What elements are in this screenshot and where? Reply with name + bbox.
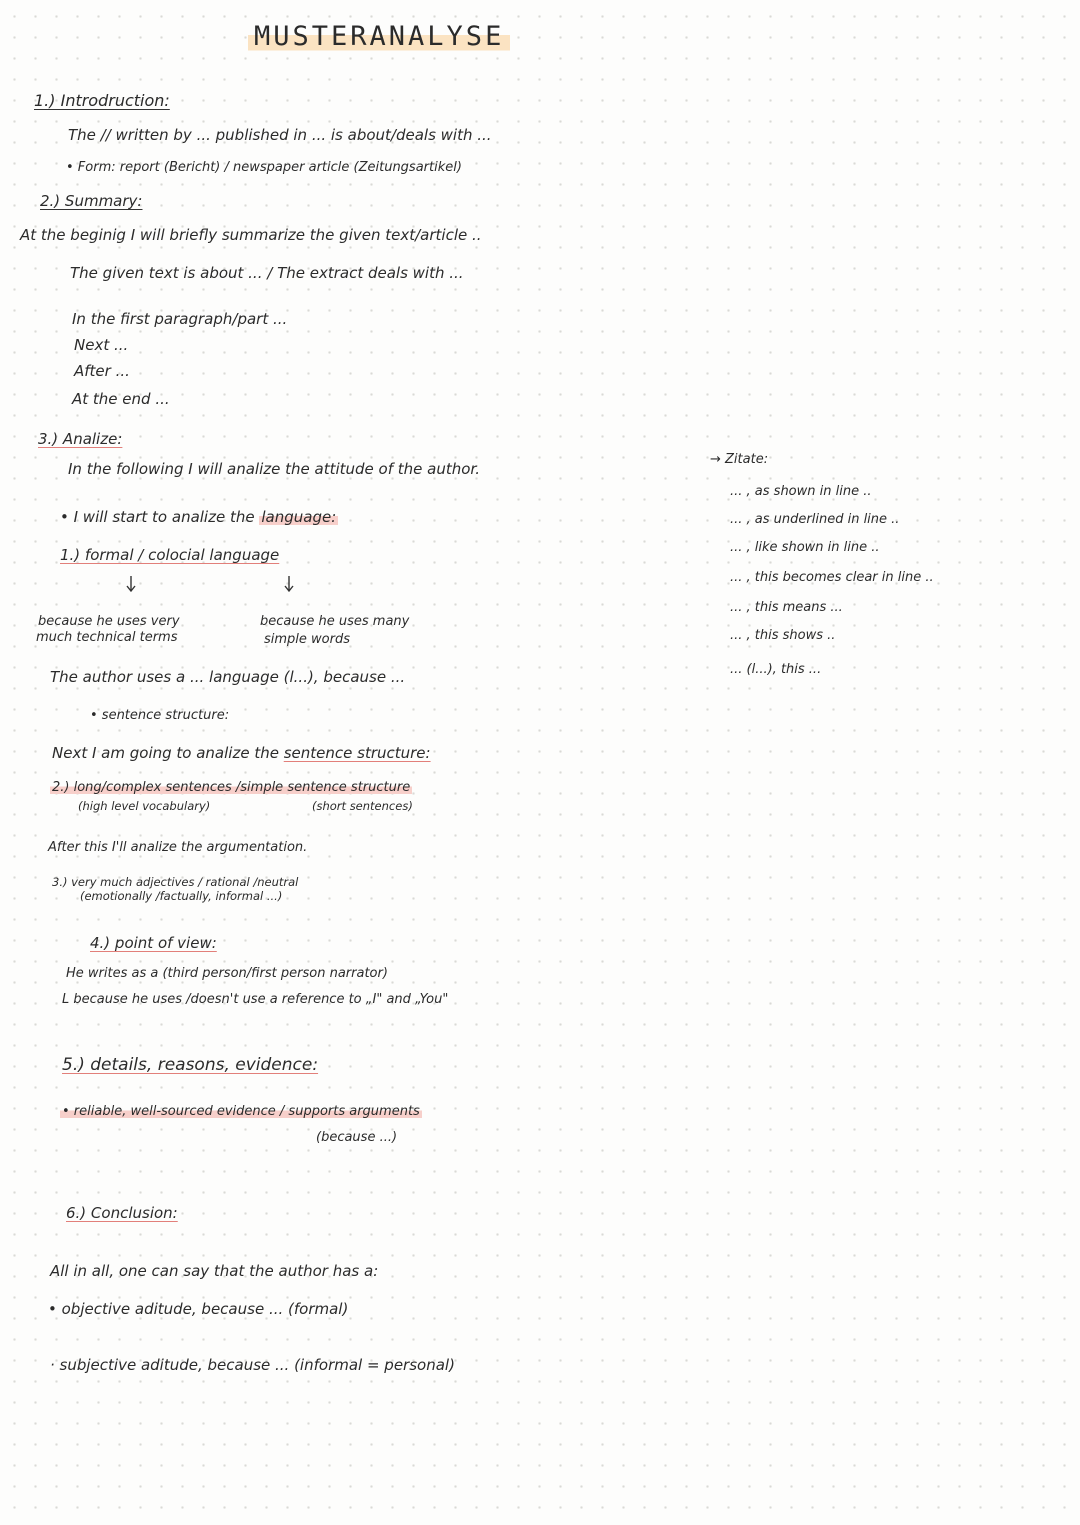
colloquial-reason-2: simple words bbox=[264, 632, 350, 647]
argument-line-1: 3.) very much adjectives / rational /neutral bbox=[52, 875, 299, 889]
introduction-heading: 1.) Introdruction: bbox=[34, 91, 170, 110]
summary-line-3: In the first paragraph/part ... bbox=[72, 310, 288, 328]
sentence-note-right: (short sentences) bbox=[312, 799, 413, 813]
formal-reason-2: much technical terms bbox=[36, 630, 178, 645]
pov-heading: 4.) point of view: bbox=[90, 934, 217, 952]
summary-line-2: The given text is about ... / The extract deals with ... bbox=[70, 264, 464, 282]
argument-intro: After this I'll analize the argumentation. bbox=[48, 840, 308, 855]
analize-heading: 3.) Analize: bbox=[38, 430, 123, 448]
introduction-line-2: • Form: report (Bericht) / newspaper article (Zeitungsartikel) bbox=[66, 160, 462, 175]
summary-line-6: At the end ... bbox=[72, 390, 170, 408]
conclusion-line-1: All in all, one can say that the author has a: bbox=[50, 1262, 379, 1280]
zitate-item: ... , as underlined in line .. bbox=[730, 512, 900, 527]
page-title: MUSTERANALYSE bbox=[248, 22, 510, 52]
summary-heading: 2.) Summary: bbox=[40, 192, 143, 210]
zitate-item: ... , this means ... bbox=[730, 600, 843, 615]
conclusion-heading: 6.) Conclusion: bbox=[66, 1204, 178, 1222]
pov-line-1: He writes as a (third person/first person narrator) bbox=[66, 966, 388, 981]
conclusion-line-3: · subjective aditude, because ... (informal = personal) bbox=[50, 1356, 455, 1374]
language-bullet: • I will start to analize the language: bbox=[60, 508, 337, 526]
zitate-item: ... , as shown in line .. bbox=[730, 484, 872, 499]
sentence-options: 2.) long/complex sentences /simple sentence structure bbox=[52, 780, 411, 795]
zitate-item: ... , this shows .. bbox=[730, 628, 836, 643]
arrow-down-icon bbox=[126, 576, 136, 592]
colloquial-reason-1: because he uses many bbox=[260, 614, 410, 629]
sentence-bullet: • sentence structure: bbox=[90, 708, 230, 723]
sentence-note-left: (high level vocabulary) bbox=[78, 799, 211, 813]
zitate-item: ... , like shown in line .. bbox=[730, 540, 880, 555]
formal-reason-1: because he uses very bbox=[38, 614, 180, 629]
summary-line-5: After ... bbox=[74, 362, 130, 380]
introduction-line-1: The // written by ... published in ... is about/deals with ... bbox=[68, 126, 492, 144]
details-line-2: (because ...) bbox=[316, 1130, 398, 1145]
details-line-1: • reliable, well-sourced evidence / supports arguments bbox=[62, 1104, 420, 1119]
argument-line-2: (emotionally /factually, informal ...) bbox=[80, 889, 283, 903]
language-heading: 1.) formal / colocial language bbox=[60, 546, 280, 564]
language-line: The author uses a ... language (l...), because ... bbox=[50, 668, 406, 686]
zitate-item: ... (l...), this ... bbox=[730, 662, 822, 677]
pov-line-2: L because he uses /doesn't use a reference to „I" and „You" bbox=[62, 992, 449, 1007]
arrow-down-icon bbox=[284, 576, 294, 592]
details-heading: 5.) details, reasons, evidence: bbox=[62, 1055, 319, 1075]
analize-intro: In the following I will analize the attitude of the author. bbox=[68, 460, 480, 478]
summary-line-4: Next ... bbox=[74, 336, 129, 354]
summary-line-1: At the beginig I will briefly summarize the given text/article .. bbox=[20, 226, 482, 244]
zitate-heading: → Zitate: bbox=[710, 452, 769, 467]
zitate-item: ... , this becomes clear in line .. bbox=[730, 570, 934, 585]
sentence-intro: Next I am going to analize the sentence structure: bbox=[52, 744, 431, 762]
conclusion-line-2: • objective aditude, because ... (formal) bbox=[48, 1300, 349, 1318]
